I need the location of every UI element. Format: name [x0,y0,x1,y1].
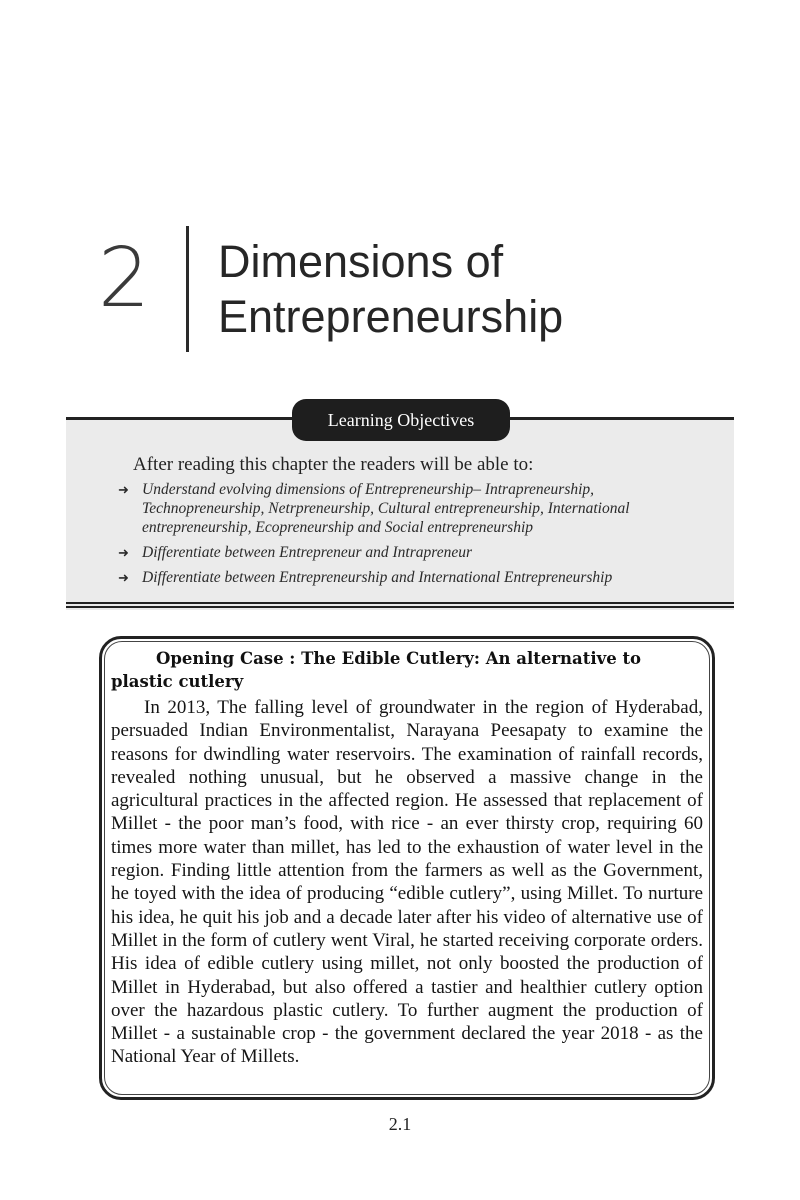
chapter-title-line-2: Entrepreneurship [218,291,564,342]
learning-objectives-list [118,480,708,593]
arrow-bullet-icon: ➜ [118,482,129,497]
objective-text: Differentiate between Entrepreneur and Intrapreneur [142,544,473,561]
objective-text: Understand evolving dimensions of Entrepreneurship– Intrapreneurship, Technopreneurship, Netrpreneurship, Cultural entrepreneurship, International entrepreneurship, Ecopreneurship and Social entrepreneurship [142,481,630,536]
learning-objectives-rule-1 [66,602,734,604]
opening-case-title: Opening Case : The Edible Cutlery: An alternative to plastic cutlery [111,649,642,691]
objective-text: Differentiate between Entrepreneurship and International Entrepreneurship [142,569,613,586]
chapter-title-line-1: Dimensions of [218,236,504,287]
page-number: 2.1 [388,1114,412,1134]
chapter-divider [186,226,189,352]
list-item [118,568,708,587]
learning-objectives-rule-2 [66,606,734,608]
opening-case-body: In 2013, The falling level of groundwater in the region of Hyderabad, persuaded Indian Environmentalist, Narayana Peesapaty to examine the reasons for dwindling water reservoirs. The examination of rainfall records, revealed nothing unusual, but he observed a massive change in the agricultural practices in the affected region. He assessed that replacement of Millet - the poor man’s food, with rice - an ever thirsty crop, requiring 60 times more water than millet, has led to the exhaustion of water level in the region. Finding little attention from the farmers as well as the Government, he toyed with the idea of producing “edible cutlery”, using Millet. To nurture his idea, he quit his job and a decade later after his video of alternative use of Millet in the form of cutlery went Viral, he started receiving corporate orders. His idea of edible cutlery using millet, not only boosted the production of Millet in Hyderabad, but also offered a tastier and healthier cutlery option over the hazardous plastic cutlery. To further augment the production of Millet - a sustainable crop - the government declared the year 2018 - as the National Year of Millets. [111,697,703,1068]
arrow-bullet-icon: ➜ [118,570,129,585]
chapter-number: 2 [98,231,151,326]
chapter-title [218,234,563,344]
learning-objectives-heading: Learning Objectives [292,399,510,441]
arrow-bullet-icon: ➜ [118,545,129,560]
list-item [118,543,708,562]
list-item [118,480,708,537]
learning-objectives-intro: After reading this chapter the readers will be able to: [133,454,534,475]
